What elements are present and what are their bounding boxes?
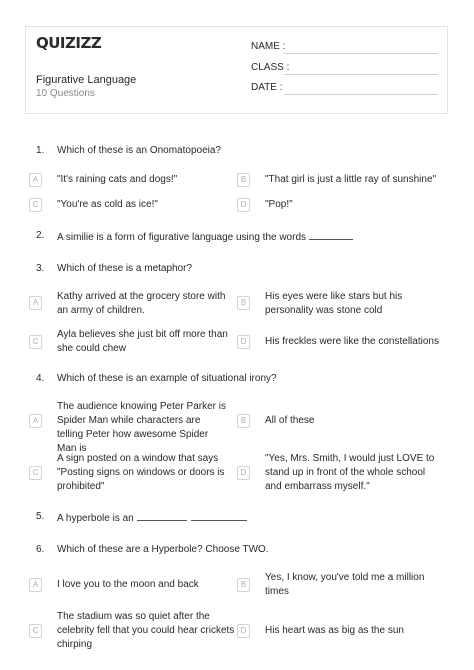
option-text: "It's raining cats and dogs!" xyxy=(57,174,178,185)
option-letter: C xyxy=(29,335,42,349)
option-letter: B xyxy=(237,578,250,592)
option-letter: C xyxy=(29,624,42,638)
name-label: NAME : xyxy=(251,41,286,52)
option-letter: B xyxy=(237,173,250,187)
question-number: 6. xyxy=(36,544,45,555)
answer-blank[interactable] xyxy=(309,230,353,240)
option-letter: B xyxy=(237,414,250,428)
question-text xyxy=(57,511,247,524)
option-text: His heart was as big as the sun xyxy=(265,625,404,636)
class-line xyxy=(284,74,438,75)
option-text: Kathy arrived at the grocery store with an army of children. xyxy=(57,291,226,316)
question-text: Which of these is an example of situational irony? xyxy=(57,373,277,384)
option-letter: A xyxy=(29,414,42,428)
option-text: A sign posted on a window that says "Posting signs on windows or doors is prohibited" xyxy=(57,453,225,492)
answer-blank[interactable] xyxy=(191,511,247,521)
name-line xyxy=(284,53,438,54)
question-text: Which of these are a Hyperbole? Choose TWO. xyxy=(57,544,269,555)
worksheet-title: Figurative Language xyxy=(36,74,137,86)
worksheet-subtitle: 10 Questions xyxy=(36,88,95,99)
answer-blank[interactable] xyxy=(137,511,187,521)
option-letter: D xyxy=(237,198,250,212)
option-letter: C xyxy=(29,466,42,480)
option-text: "Yes, Mrs. Smith, I would just LOVE to stand up in front of the whole school and embarrass myself." xyxy=(265,453,435,492)
question-number: 1. xyxy=(36,145,45,156)
option-text: All of these xyxy=(265,415,315,426)
question-text-content: A hyperbole is an xyxy=(57,513,134,524)
question-text-content: A similie is a form of figurative language using the words xyxy=(57,232,307,243)
option-text: Ayla believes she just bit off more than she could chew xyxy=(57,329,228,354)
option-letter: A xyxy=(29,173,42,187)
option-text: I love you to the moon and back xyxy=(57,579,199,590)
date-label: DATE : xyxy=(251,82,283,93)
question-text: Which of these is an Onomatopoeia? xyxy=(57,145,221,156)
option-letter: B xyxy=(237,296,250,310)
question-text xyxy=(57,230,353,243)
question-text: Which of these is a metaphor? xyxy=(57,263,193,274)
option-letter: A xyxy=(29,578,42,592)
option-text: The stadium was so quiet after the celebrity fell that you could hear crickets chirping xyxy=(57,611,235,650)
date-line xyxy=(284,94,438,95)
option-text: The audience knowing Peter Parker is Spider Man while characters are telling Peter how awesome Spider Man is xyxy=(57,401,226,454)
question-number: 4. xyxy=(36,373,45,384)
option-text: "You're as cold as ice!" xyxy=(57,199,158,210)
option-text: His freckles were like the constellations xyxy=(265,336,439,347)
quizizz-logo: QUIZIZZ xyxy=(36,34,102,52)
option-letter: D xyxy=(237,466,250,480)
option-text: His eyes were like stars but his personality was stone cold xyxy=(265,291,403,316)
question-number: 5. xyxy=(36,511,45,522)
class-label: CLASS : xyxy=(251,62,290,73)
question-number: 3. xyxy=(36,263,45,274)
option-letter: D xyxy=(237,624,250,638)
option-text: "That girl is just a little ray of sunshine" xyxy=(265,174,437,185)
question-number: 2. xyxy=(36,230,45,241)
option-letter: A xyxy=(29,296,42,310)
option-letter: D xyxy=(237,335,250,349)
option-text: Yes, I know, you've told me a million times xyxy=(265,572,425,597)
option-text: "Pop!" xyxy=(265,199,293,210)
option-letter: C xyxy=(29,198,42,212)
